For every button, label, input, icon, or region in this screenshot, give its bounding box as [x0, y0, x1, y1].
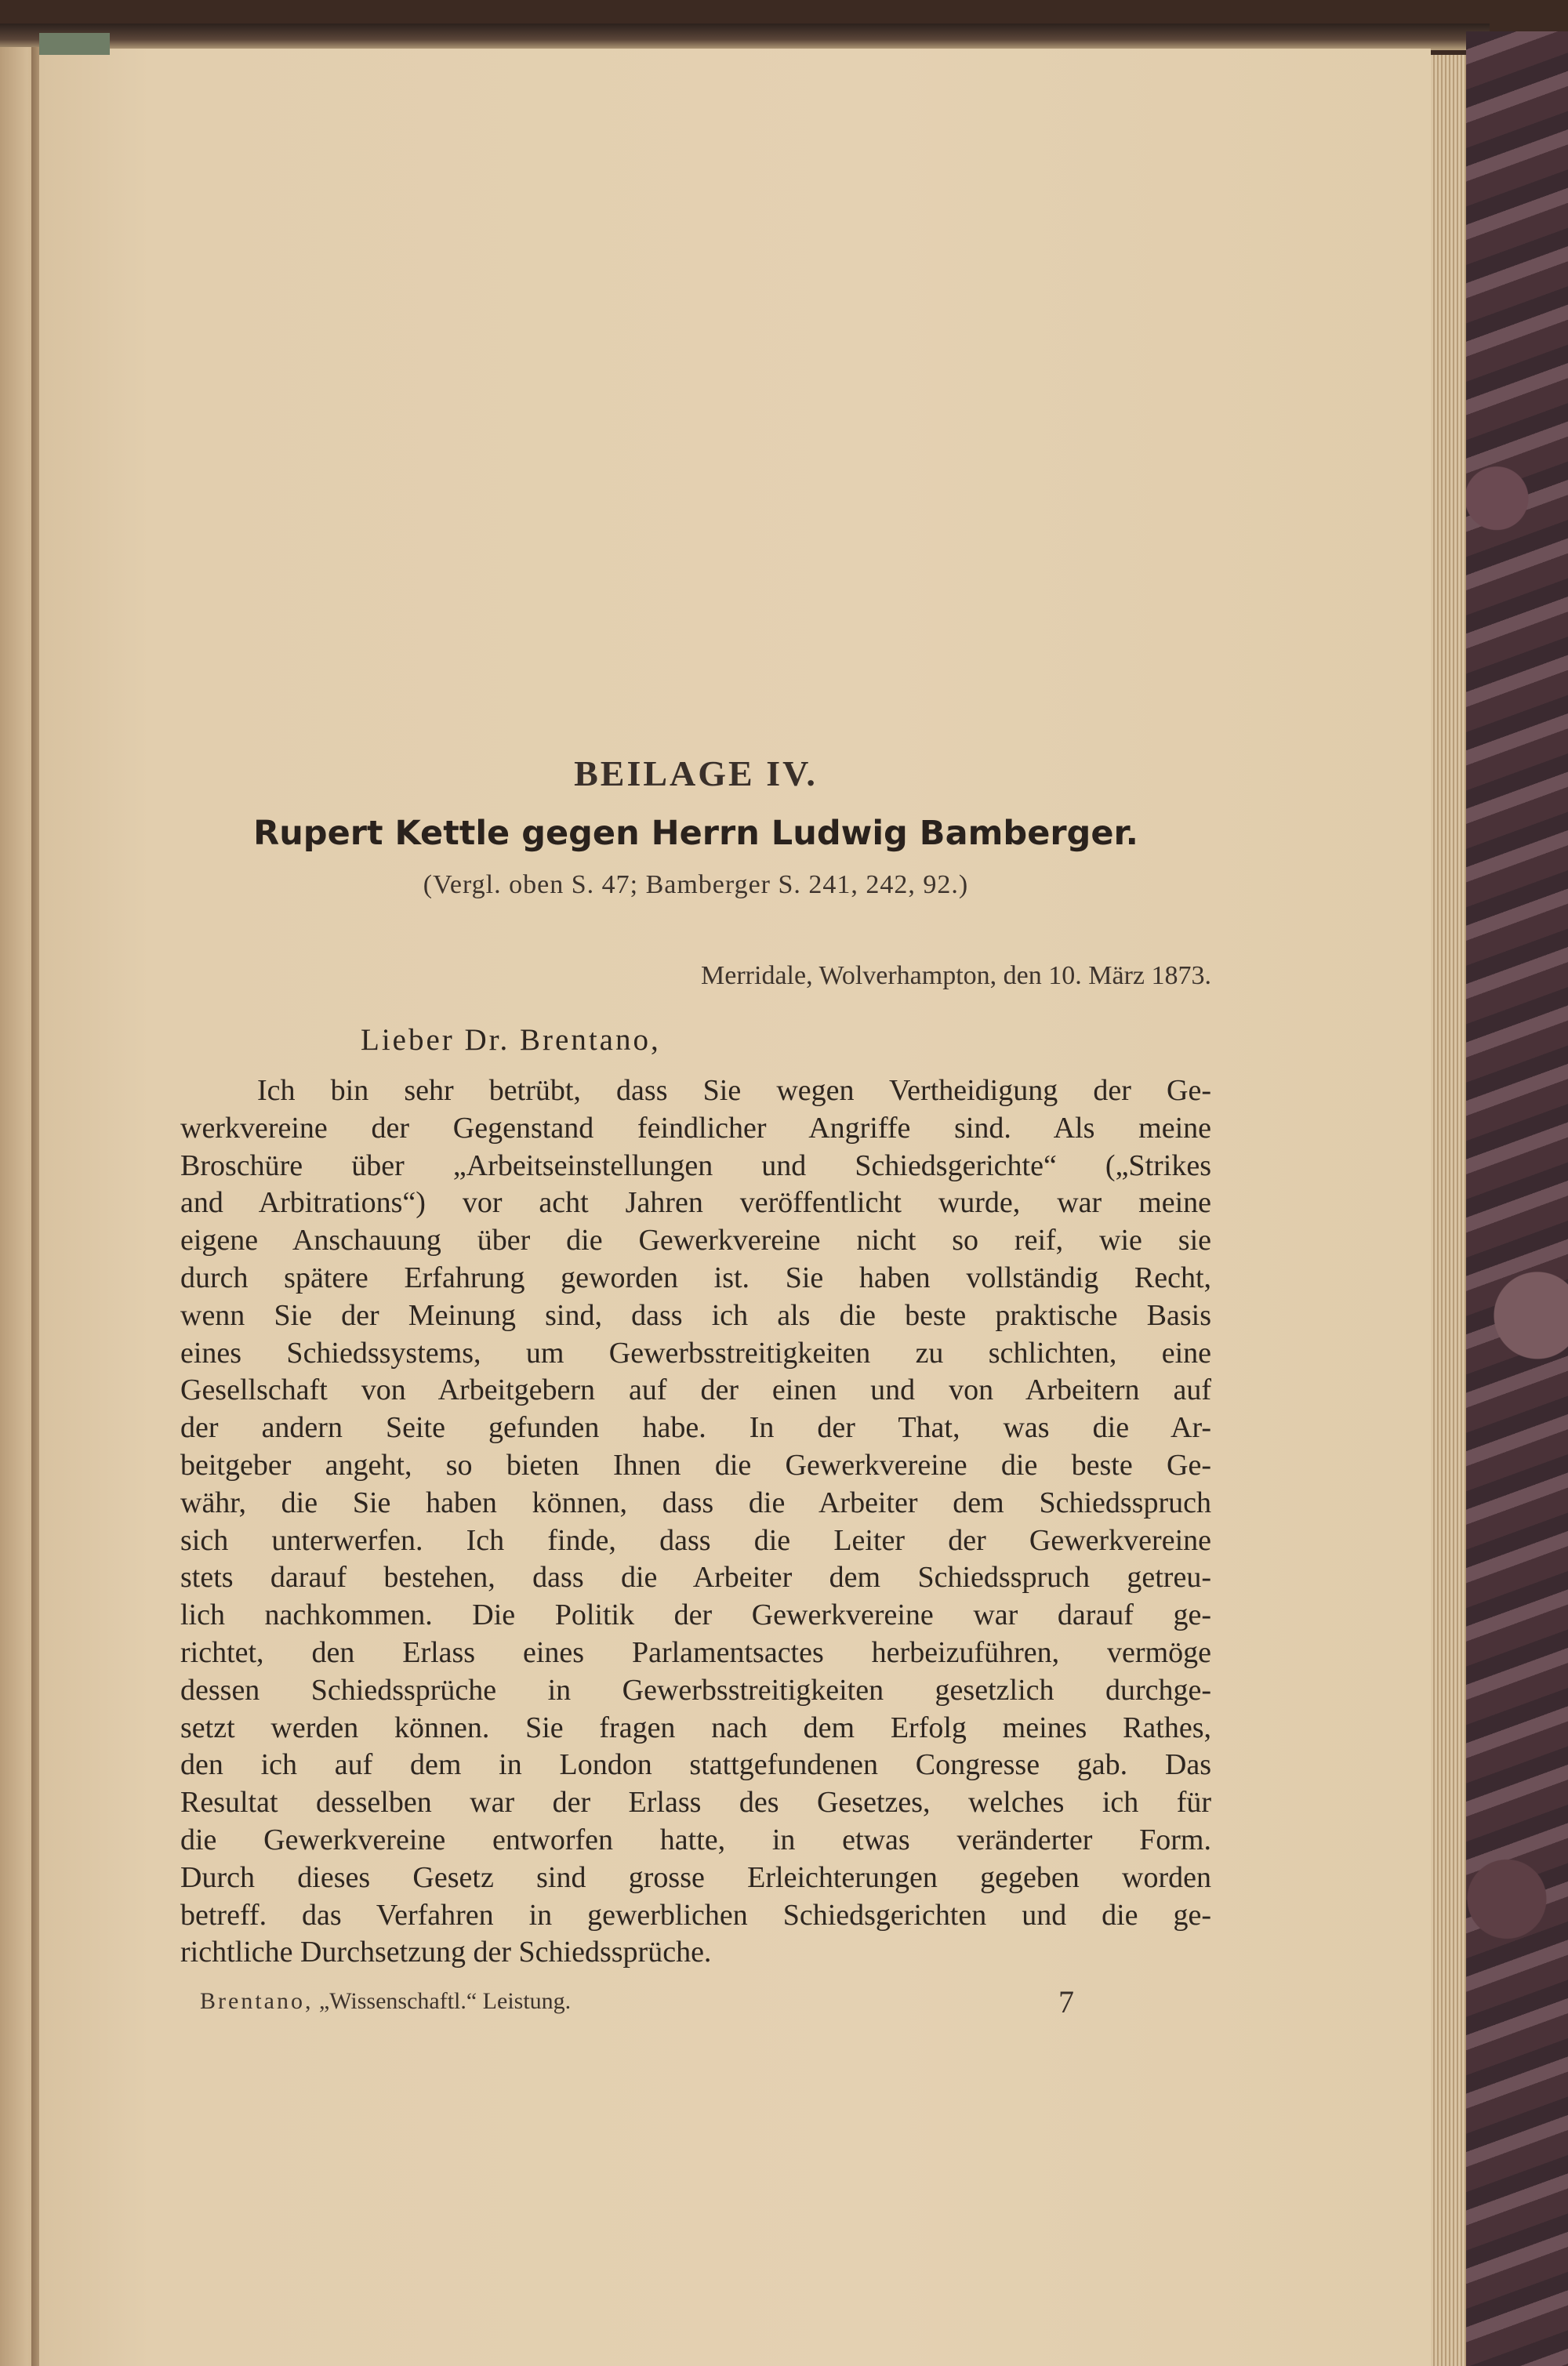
- letter-salutation: Lieber Dr. Brentano,: [361, 1023, 661, 1057]
- appendix-subtitle: Rupert Kettle gegen Herrn Ludwig Bamberger.: [253, 814, 1138, 853]
- letter-place-date: Merridale, Wolverhampton, den 10. März 1873.: [701, 961, 1211, 990]
- body-line: währ, die Sie haben können, dass die Arbeiter dem Schiedsspruch: [180, 1486, 1211, 1519]
- cross-reference: (Vergl. oben S. 47; Bamberger S. 241, 242, 92.): [423, 870, 969, 899]
- body-line: dessen Schiedssprüche in Gewerbsstreitigkeiten gesetzlich durchge-: [180, 1673, 1211, 1707]
- body-line: Durch dieses Gesetz sind grosse Erleichterungen gegeben worden: [180, 1860, 1211, 1894]
- body-line: Ich bin sehr betrübt, dass Sie wegen Vertheidigung der Ge-: [257, 1074, 1211, 1107]
- book-top-edge: [0, 24, 1490, 50]
- body-line: richtet, den Erlass eines Parlamentsactes herbeizuführen, vermöge: [180, 1635, 1211, 1669]
- body-line: richtliche Durchsetzung der Schiedssprüche.: [180, 1936, 712, 1969]
- letter-body: [180, 1072, 1211, 1972]
- body-line: durch spätere Erfahrung geworden ist. Sie haben vollständig Recht,: [180, 1261, 1211, 1294]
- body-line: werkvereine der Gegenstand feindlicher Angriffe sind. Als meine: [180, 1111, 1211, 1145]
- body-line: beitgeber angeht, so bieten Ihnen die Gewerkvereine die beste Ge-: [180, 1448, 1211, 1482]
- body-line: eines Schiedssystems, um Gewerbsstreitigkeiten zu schlichten, eine: [180, 1336, 1211, 1370]
- body-line: Gesellschaft von Arbeitgebern auf der einen und von Arbeitern auf: [180, 1374, 1211, 1407]
- body-line: setzt werden können. Sie fragen nach dem Erfolg meines Rathes,: [180, 1711, 1211, 1744]
- body-line: der andern Seite gefunden habe. In der That, was die Ar-: [180, 1411, 1211, 1445]
- body-line: betreff. das Verfahren in gewerblichen Schiedsgerichten und die ge-: [180, 1898, 1211, 1932]
- marbled-cover: [1466, 31, 1568, 2366]
- body-line: and Arbitrations“) vor acht Jahren veröffentlicht wurde, war meine: [180, 1186, 1211, 1220]
- body-line: die Gewerkvereine entworfen hatte, in etwas veränderter Form.: [180, 1823, 1211, 1856]
- body-line: sich unterwerfen. Ich finde, dass die Leiter der Gewerkvereine: [180, 1523, 1211, 1557]
- page-number: 7: [1058, 1984, 1074, 2019]
- footer-author: Brentano,: [200, 1988, 314, 2014]
- body-line: stets darauf bestehen, dass die Arbeiter dem Schiedsspruch getreu-: [180, 1561, 1211, 1595]
- body-line: wenn Sie der Meinung sind, dass ich als die beste praktische Basis: [180, 1298, 1211, 1332]
- body-line: Resultat desselben war der Erlass des Gesetzes, welches ich für: [180, 1786, 1211, 1820]
- body-line: eigene Anschauung über die Gewerkvereine nicht so reif, wie sie: [180, 1224, 1211, 1257]
- body-line: den ich auf dem in London stattgefundenen Congresse gab. Das: [180, 1748, 1211, 1782]
- body-line: lich nachkommen. Die Politik der Gewerkvereine war darauf ge-: [180, 1599, 1211, 1632]
- page-stack-edges: [1431, 55, 1466, 2366]
- appendix-title: BEILAGE IV.: [574, 753, 818, 793]
- bookmark-ribbon: [39, 33, 110, 55]
- body-line: Broschüre über „Arbeitseinstellungen und Schiedsgerichte“ („Strikes: [180, 1149, 1211, 1182]
- footer-signature: [200, 1988, 571, 2015]
- footer-title: „Wissenschaftl.“ Leistung.: [318, 1988, 572, 2014]
